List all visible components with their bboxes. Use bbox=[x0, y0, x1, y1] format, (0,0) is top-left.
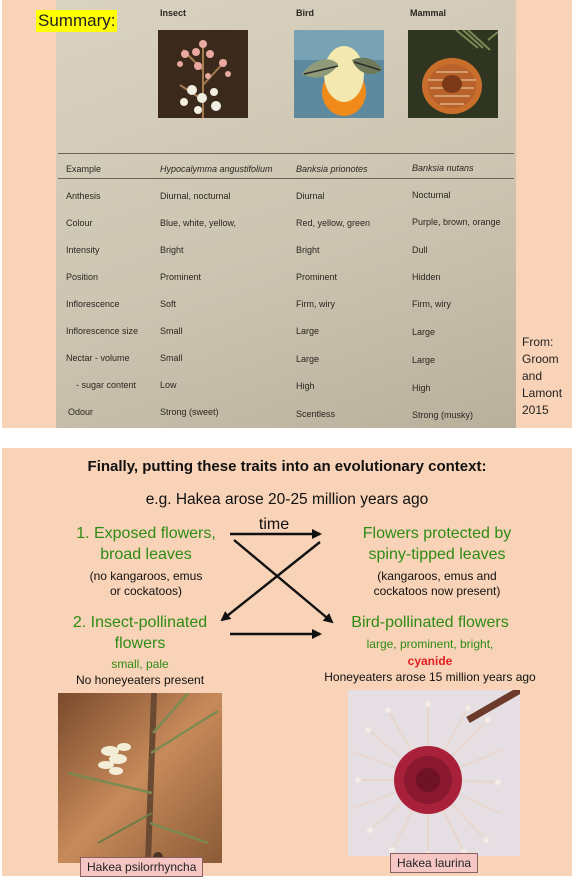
mammal-value: Banksia nutans bbox=[412, 163, 474, 173]
mammal-value: Dull bbox=[412, 245, 428, 255]
hakea-psilorrhyncha-photo bbox=[58, 693, 222, 863]
exposed-flowers-block bbox=[46, 523, 246, 599]
insect-value: Diurnal, nocturnal bbox=[160, 191, 231, 201]
trait-label: Inflorescence bbox=[66, 299, 120, 309]
mammal-value: Hidden bbox=[412, 272, 441, 282]
insect-value: Low bbox=[160, 380, 177, 390]
exposed-note-2: or cockatoos) bbox=[109, 584, 183, 598]
column-header-bird: Bird bbox=[296, 8, 314, 18]
trait-label: Position bbox=[66, 272, 99, 282]
cyanide-label: cyanide bbox=[407, 654, 453, 668]
exposed-heading-1: 1. Exposed flowers, bbox=[76, 525, 216, 542]
insect-value: Bright bbox=[160, 245, 184, 255]
evolution-slide bbox=[2, 448, 572, 876]
trait-label: Intensity bbox=[66, 245, 100, 255]
table-rule bbox=[58, 153, 514, 154]
bird-value: Diurnal bbox=[296, 191, 325, 201]
insect-value: Blue, white, yellow, bbox=[160, 218, 237, 228]
table-rule bbox=[58, 178, 514, 179]
mammal-value: Large bbox=[412, 327, 436, 337]
bird-value: Bright bbox=[296, 245, 320, 255]
citation-line: Lamont bbox=[522, 386, 563, 400]
trait-label: Anthesis bbox=[66, 191, 101, 201]
bird-heading: Bird-pollinated flowers bbox=[351, 614, 509, 631]
insect-traits: small, pale bbox=[111, 657, 169, 671]
insect-value: Soft bbox=[160, 299, 177, 309]
bird-note: Honeyeaters arose 15 million years ago bbox=[324, 670, 536, 684]
bird-pollinated-block bbox=[302, 612, 558, 685]
table-photo bbox=[56, 0, 516, 428]
bird-value: Firm, wiry bbox=[296, 299, 335, 309]
insect-value: Strong (sweet) bbox=[160, 407, 219, 417]
mammal-value: Nocturnal bbox=[412, 190, 451, 200]
protected-heading-2: spiny-tipped leaves bbox=[368, 546, 506, 563]
column-header-insect: Insect bbox=[160, 8, 187, 18]
insect-value: Hypocalymma angustifolium bbox=[160, 164, 273, 174]
bird-value: Large bbox=[296, 354, 320, 364]
insect-pollinated-block bbox=[42, 612, 238, 688]
slide-title: Finally, putting these traits into an evolutionary context: bbox=[87, 458, 487, 475]
insect-note: No honeyeaters present bbox=[75, 673, 205, 687]
mammal-value: High bbox=[412, 383, 431, 393]
citation-line: Groom bbox=[522, 352, 559, 366]
insect-value: Small bbox=[160, 326, 183, 336]
caption-hakea-psilorrhyncha: Hakea psilorrhyncha bbox=[80, 857, 203, 877]
mammal-value: Strong (musky) bbox=[412, 410, 474, 420]
bird-flower-image bbox=[294, 30, 384, 118]
bird-value: Banksia prionotes bbox=[296, 164, 368, 174]
citation-line: and bbox=[522, 369, 543, 383]
protected-flowers-block bbox=[322, 523, 552, 599]
insect-heading-1: 2. Insect-pollinated bbox=[72, 614, 208, 631]
trait-label: Odour bbox=[68, 407, 94, 417]
mammal-value: Firm, wiry bbox=[412, 299, 451, 309]
mammal-value: Large bbox=[412, 355, 436, 365]
hakea-laurina-photo bbox=[348, 690, 520, 856]
exposed-heading-2: broad leaves bbox=[100, 546, 192, 563]
column-header-mammal: Mammal bbox=[410, 8, 447, 18]
trait-label: Example bbox=[66, 164, 102, 174]
insect-value: Small bbox=[160, 353, 183, 363]
bird-value: Scentless bbox=[296, 409, 336, 419]
bird-value: High bbox=[296, 381, 315, 391]
protected-note-1: (kangaroos, emus and bbox=[377, 569, 497, 583]
insect-value: Prominent bbox=[160, 272, 202, 282]
source-citation bbox=[522, 334, 562, 419]
citation-line: From: bbox=[522, 335, 554, 349]
summary-slide bbox=[2, 0, 572, 428]
exposed-note-1: (no kangaroos, emus bbox=[89, 569, 203, 583]
trait-label: Colour bbox=[66, 218, 93, 228]
cross-arrow-down-right bbox=[234, 540, 332, 622]
caption-hakea-laurina: Hakea laurina bbox=[390, 853, 478, 873]
trait-label: - sugar content bbox=[76, 380, 137, 390]
protected-note-2: cockatoos now present) bbox=[373, 584, 501, 598]
time-label: time bbox=[258, 516, 290, 533]
insect-flower-image bbox=[158, 30, 248, 118]
bird-traits: large, prominent, bright, bbox=[366, 637, 494, 651]
trait-label: Inflorescence size bbox=[66, 326, 139, 336]
protected-heading-1: Flowers protected by bbox=[362, 525, 512, 542]
mammal-flower-image bbox=[408, 30, 498, 118]
example-line: e.g. Hakea arose 20-25 million years ago bbox=[145, 491, 429, 508]
trait-label: Nectar - volume bbox=[66, 353, 130, 363]
citation-line: 2015 bbox=[522, 403, 549, 417]
bird-value: Prominent bbox=[296, 272, 338, 282]
insect-heading-2: flowers bbox=[114, 635, 166, 652]
bird-value: Red, yellow, green bbox=[296, 218, 371, 228]
bird-value: Large bbox=[296, 326, 320, 336]
mammal-value: Purple, brown, orange bbox=[412, 217, 501, 227]
summary-label: Summary: bbox=[38, 11, 116, 30]
